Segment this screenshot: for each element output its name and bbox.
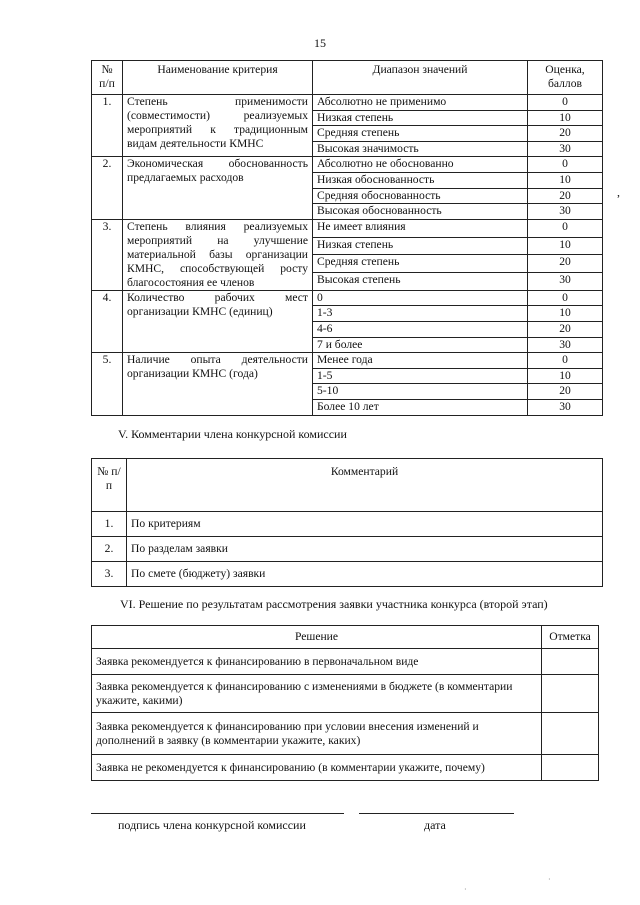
score-value: 20: [528, 126, 603, 142]
table-row: [92, 353, 603, 369]
range-option: Высокая значимость: [313, 141, 528, 157]
score-value: 0: [528, 353, 603, 369]
score-value: 0: [528, 219, 603, 237]
range-option: 5-10: [313, 384, 528, 400]
table-row: [92, 562, 603, 587]
comment-num: 3.: [92, 562, 127, 587]
range-option: Абсолютно не обоснованно: [313, 157, 528, 173]
mark-header: Отметка: [542, 626, 599, 649]
range-option: Более 10 лет: [313, 399, 528, 415]
date-label: дата: [424, 818, 446, 832]
table-row: [92, 675, 599, 713]
section5-title: V. Комментарии члена конкурсной комиссии: [118, 427, 347, 441]
mark-cell[interactable]: [542, 755, 599, 781]
header-score: Оценка, баллов: [528, 61, 603, 95]
stray-mark: ,: [617, 185, 620, 199]
page-number: 15: [314, 36, 326, 50]
score-value: 10: [528, 368, 603, 384]
table-row: [92, 537, 603, 562]
range-option: Средняя обоснованность: [313, 188, 528, 204]
comment-num: 2.: [92, 537, 127, 562]
criterion-name: Степень применимости (совместимости) реализуемых мероприятий к традиционным видам деятельности КМНС: [123, 95, 313, 157]
range-option: Низкая обоснованность: [313, 172, 528, 188]
decision-text: Заявка рекомендуется к финансированию при условии внесения изменений и дополнений в заявку (в комментарии укажите, каких): [92, 713, 542, 755]
comment-label[interactable]: По разделам заявки: [127, 537, 603, 562]
range-option: 4-6: [313, 321, 528, 337]
range-option: Высокая обоснованность: [313, 204, 528, 220]
date-line[interactable]: [359, 813, 514, 814]
score-value: 10: [528, 306, 603, 322]
criteria-table: [91, 60, 603, 416]
range-option: Низкая степень: [313, 237, 528, 255]
score-value: 30: [528, 141, 603, 157]
score-value: 10: [528, 237, 603, 255]
table-row: [92, 157, 603, 173]
comment-label[interactable]: По критериям: [127, 512, 603, 537]
scan-speck: ·: [548, 875, 551, 884]
criteria-header-row: [92, 61, 603, 95]
score-value: 0: [528, 290, 603, 306]
range-option: Средняя степень: [313, 126, 528, 142]
range-option: Абсолютно не применимо: [313, 95, 528, 111]
score-value: 0: [528, 157, 603, 173]
range-option: 0: [313, 290, 528, 306]
criterion-name: Экономическая обоснованность предлагаемых расходов: [123, 157, 313, 219]
score-value: 20: [528, 384, 603, 400]
header-range: Диапазон значений: [313, 61, 528, 95]
table-row: [92, 219, 603, 237]
range-option: 1-5: [313, 368, 528, 384]
header-name: Наименование критерия: [123, 61, 313, 95]
decision-text: Заявка рекомендуется к финансированию с изменениями в бюджете (в комментарии укажите, какими): [92, 675, 542, 713]
section6-title: VI. Решение по результатам рассмотрения заявки участника конкурса (второй этап): [120, 597, 548, 611]
mark-cell[interactable]: [542, 675, 599, 713]
decision-header-row: [92, 626, 599, 649]
criterion-num: 5.: [92, 353, 123, 415]
range-option: 1-3: [313, 306, 528, 322]
table-row: [92, 512, 603, 537]
comment-num: 1.: [92, 512, 127, 537]
comments-header-row: [92, 459, 603, 512]
criterion-num: 3.: [92, 219, 123, 290]
table-row: [92, 95, 603, 111]
header-num: № п/п: [92, 61, 123, 95]
scan-speck: ·: [464, 885, 467, 894]
score-value: 0: [528, 95, 603, 111]
score-value: 30: [528, 399, 603, 415]
criterion-num: 4.: [92, 290, 123, 352]
mark-cell[interactable]: [542, 713, 599, 755]
score-value: 20: [528, 321, 603, 337]
score-value: 20: [528, 188, 603, 204]
signature-label: подпись члена конкурсной комиссии: [118, 818, 306, 832]
table-row: [92, 713, 599, 755]
signature-line[interactable]: [91, 813, 344, 814]
score-value: 10: [528, 172, 603, 188]
table-row: [92, 290, 603, 306]
comments-header-num: № п/п: [92, 459, 127, 512]
table-row: [92, 649, 599, 675]
score-value: 20: [528, 255, 603, 273]
comments-header-comment: Комментарий: [127, 459, 603, 512]
range-option: Не имеет влияния: [313, 219, 528, 237]
decision-text: Заявка не рекомендуется к финансированию (в комментарии укажите, почему): [92, 755, 542, 781]
score-value: 30: [528, 337, 603, 353]
comments-table: [91, 458, 603, 587]
range-option: Средняя степень: [313, 255, 528, 273]
criterion-num: 2.: [92, 157, 123, 219]
comment-label[interactable]: По смете (бюджету) заявки: [127, 562, 603, 587]
criterion-num: 1.: [92, 95, 123, 157]
table-row: [92, 755, 599, 781]
score-value: 30: [528, 204, 603, 220]
range-option: Низкая степень: [313, 110, 528, 126]
range-option: 7 и более: [313, 337, 528, 353]
range-option: Менее года: [313, 353, 528, 369]
score-value: 10: [528, 110, 603, 126]
range-option: Высокая степень: [313, 273, 528, 291]
decision-text: Заявка рекомендуется к финансированию в первоначальном виде: [92, 649, 542, 675]
score-value: 30: [528, 273, 603, 291]
criterion-name: Количество рабочих мест организации КМНС (единиц): [123, 290, 313, 352]
criterion-name: Степень влияния реализуемых мероприятий на улучшение материальной базы организации КМНС, способствующей росту благосостояния ее членов: [123, 219, 313, 290]
criterion-name: Наличие опыта деятельности организации КМНС (года): [123, 353, 313, 415]
mark-cell[interactable]: [542, 649, 599, 675]
decision-table: [91, 625, 599, 781]
decision-header: Решение: [92, 626, 542, 649]
